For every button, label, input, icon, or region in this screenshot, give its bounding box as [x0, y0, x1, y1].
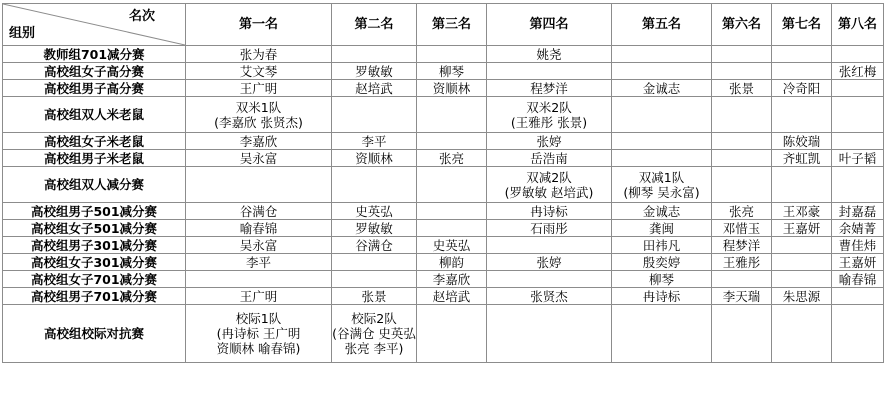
- winner-name: 王广明: [239, 288, 278, 304]
- winner-name: 李嘉欣: [432, 271, 471, 287]
- table-row: [3, 97, 884, 133]
- rank-cell: [772, 305, 832, 363]
- rank-cell: [712, 220, 772, 237]
- rank-cell: [712, 203, 772, 220]
- rank-axis-label: 名次: [128, 9, 155, 24]
- winner-name: 金诚志: [642, 80, 681, 96]
- winner-name: 曹佳炜: [838, 237, 877, 253]
- group-name-cell: 高校组女子高分赛: [3, 63, 186, 80]
- rank-cell: [332, 237, 417, 254]
- rank-cell: [332, 288, 417, 305]
- winner-name: 金诚志: [642, 203, 681, 219]
- rank-cell: [612, 305, 712, 363]
- rank-cell: [612, 237, 712, 254]
- winner-name: 齐虹凯: [782, 150, 821, 166]
- winner-name: 双减1队: [638, 169, 685, 185]
- rank-cell: [186, 203, 332, 220]
- group-name-cell: 高校组女子301减分赛: [3, 254, 186, 271]
- rank-cell: [832, 305, 884, 363]
- winner-name: 罗敏敏: [355, 220, 393, 236]
- group-name-cell: 高校组男子301减分赛: [3, 237, 186, 254]
- rank-cell: [832, 203, 884, 220]
- table-row: [3, 133, 884, 150]
- winner-name: 张红梅: [838, 63, 877, 79]
- winner-name: 史英弘: [432, 237, 471, 253]
- winner-name: 王雅彤: [722, 254, 761, 270]
- header-row: [3, 4, 884, 46]
- rank-cell: [186, 237, 332, 254]
- rank-cell: [417, 305, 487, 363]
- winner-name: (冉诗标 王广明: [216, 326, 301, 341]
- rank-cell: [487, 305, 612, 363]
- winner-name: 张婷: [536, 133, 562, 149]
- rank-cell: [487, 97, 612, 133]
- rank-cell: [772, 271, 832, 288]
- rank-cell: [332, 305, 417, 363]
- winner-name: 双米2队: [526, 99, 572, 115]
- rank-cell: [832, 237, 884, 254]
- winner-name: 艾文琴: [239, 63, 278, 79]
- rank-cell: [612, 203, 712, 220]
- rank-cell: [832, 46, 884, 63]
- winner-name: 史英弘: [355, 203, 393, 219]
- rank-cell: [332, 271, 417, 288]
- winner-name: 姚尧: [536, 46, 562, 62]
- winner-name: 校际2队: [351, 311, 397, 326]
- rank-cell: [417, 97, 487, 133]
- rank-cell: [332, 63, 417, 80]
- rank-cell: [772, 150, 832, 167]
- winner-name: 双米1队: [235, 99, 282, 115]
- rank-cell: [832, 80, 884, 97]
- winner-name: (王雅彤 张景): [510, 114, 588, 130]
- winner-name: 冉诗标: [530, 203, 568, 219]
- rank-cell: [186, 80, 332, 97]
- rank-cell: [417, 271, 487, 288]
- table-row: [3, 203, 884, 220]
- winner-name: 李嘉欣: [239, 133, 278, 149]
- table-row: [3, 237, 884, 254]
- rank-cell: [417, 133, 487, 150]
- winner-name: 柳韵: [438, 254, 464, 270]
- winner-name: 张亮: [438, 150, 464, 166]
- rank-cell: [772, 288, 832, 305]
- winner-name: 石雨彤: [530, 220, 568, 236]
- rank-cell: [712, 167, 772, 203]
- rank-cell: [612, 133, 712, 150]
- group-axis-label: 组别: [9, 26, 36, 41]
- rank-cell: [712, 237, 772, 254]
- rank-cell: [772, 167, 832, 203]
- rank-cell: [832, 220, 884, 237]
- rank-cell: [487, 133, 612, 150]
- winner-name: 赵培武: [432, 288, 471, 304]
- rank-cell: [832, 254, 884, 271]
- rank-header: 第一名: [186, 4, 332, 46]
- rank-cell: [186, 46, 332, 63]
- rank-header: 第五名: [612, 4, 712, 46]
- table-row: [3, 63, 884, 80]
- table-row: [3, 305, 884, 363]
- rank-header: 第四名: [487, 4, 612, 46]
- rank-cell: [487, 220, 612, 237]
- group-name-cell: 高校组男子米老鼠: [3, 150, 186, 167]
- rank-cell: [612, 167, 712, 203]
- winner-name: 资顺林: [355, 150, 393, 166]
- winner-name: 程梦洋: [722, 237, 761, 253]
- winner-name: 叶子韬: [838, 150, 877, 166]
- table-row: [3, 167, 884, 203]
- winner-name: 资顺林 喻春锦): [216, 341, 301, 356]
- group-name-cell: 高校组女子米老鼠: [3, 133, 186, 150]
- rank-cell: [417, 237, 487, 254]
- rank-header: 第三名: [417, 4, 487, 46]
- winner-name: 冷奇阳: [782, 80, 821, 96]
- rank-cell: [487, 288, 612, 305]
- winner-name: 李天瑞: [722, 288, 761, 304]
- rank-cell: [417, 254, 487, 271]
- winner-name: 王广明: [239, 80, 278, 96]
- winner-name: 王邓豪: [782, 203, 821, 219]
- rank-cell: [487, 271, 612, 288]
- group-name-cell: 高校组男子501减分赛: [3, 203, 186, 220]
- rank-cell: [332, 167, 417, 203]
- rank-cell: [612, 63, 712, 80]
- rank-cell: [612, 254, 712, 271]
- rank-cell: [712, 97, 772, 133]
- rank-cell: [832, 133, 884, 150]
- rank-header: 第二名: [332, 4, 417, 46]
- rank-header: 第六名: [712, 4, 772, 46]
- winner-name: 余婧菁: [838, 220, 877, 236]
- rank-cell: [712, 150, 772, 167]
- rank-cell: [186, 167, 332, 203]
- table-body: [3, 46, 884, 363]
- rank-cell: [487, 237, 612, 254]
- winner-name: 李平: [245, 254, 271, 270]
- rank-cell: [712, 254, 772, 271]
- rank-cell: [417, 46, 487, 63]
- group-name-cell: 高校组男子高分赛: [3, 80, 186, 97]
- rank-cell: [332, 97, 417, 133]
- winner-name: 冉诗标: [642, 288, 681, 304]
- rank-cell: [612, 150, 712, 167]
- winner-name: 吴永富: [239, 237, 278, 253]
- winner-name: 资顺林: [432, 80, 471, 96]
- winner-name: 王嘉妍: [782, 220, 821, 236]
- winner-name: 张贤杰: [530, 288, 568, 304]
- rank-cell: [712, 133, 772, 150]
- rank-cell: [712, 305, 772, 363]
- rank-cell: [487, 80, 612, 97]
- rank-cell: [417, 203, 487, 220]
- rank-cell: [612, 271, 712, 288]
- rank-cell: [772, 63, 832, 80]
- winner-name: 罗敏敏: [355, 63, 393, 79]
- winner-name: 张景: [361, 288, 387, 304]
- rank-cell: [332, 133, 417, 150]
- table-row: [3, 254, 884, 271]
- rank-cell: [832, 167, 884, 203]
- rank-cell: [332, 220, 417, 237]
- rank-cell: [186, 133, 332, 150]
- rank-cell: [832, 150, 884, 167]
- rank-cell: [612, 97, 712, 133]
- group-name-cell: 高校组男子701减分赛: [3, 288, 186, 305]
- rank-cell: [186, 97, 332, 133]
- winner-name: 封嘉磊: [838, 203, 877, 219]
- winner-name: 校际1队: [235, 311, 282, 326]
- rank-cell: [186, 271, 332, 288]
- rank-cell: [487, 203, 612, 220]
- rank-cell: [487, 63, 612, 80]
- winner-name: 程梦洋: [530, 80, 568, 96]
- rank-cell: [487, 150, 612, 167]
- rank-cell: [712, 271, 772, 288]
- rank-cell: [332, 203, 417, 220]
- table-row: [3, 80, 884, 97]
- rank-cell: [332, 150, 417, 167]
- group-name-cell: 教师组701减分赛: [3, 46, 186, 63]
- group-name-cell: 高校组双人减分赛: [3, 167, 186, 203]
- rank-cell: [772, 220, 832, 237]
- table-row: [3, 220, 884, 237]
- winner-name: 张景: [728, 80, 754, 96]
- winner-name: 张亮: [728, 203, 754, 219]
- rank-header: 第七名: [772, 4, 832, 46]
- rank-cell: [417, 63, 487, 80]
- table-row: [3, 150, 884, 167]
- rank-cell: [417, 288, 487, 305]
- rank-cell: [772, 133, 832, 150]
- rank-cell: [612, 288, 712, 305]
- winner-name: 岳浩南: [530, 150, 568, 166]
- winner-name: 谷满仓: [355, 237, 393, 253]
- results-table: [2, 3, 884, 363]
- group-name-cell: 高校组双人米老鼠: [3, 97, 186, 133]
- winner-name: 柳琴: [438, 63, 464, 79]
- rank-cell: [612, 46, 712, 63]
- winner-name: (柳琴 吴永富): [623, 184, 700, 200]
- rank-cell: [487, 167, 612, 203]
- rank-cell: [612, 220, 712, 237]
- winner-name: 殷奕婷: [642, 254, 681, 270]
- rank-header: 第八名: [832, 4, 884, 46]
- rank-cell: [417, 220, 487, 237]
- rank-cell: [772, 254, 832, 271]
- rank-cell: [487, 46, 612, 63]
- table-row: [3, 46, 884, 63]
- winner-name: 邓惜玉: [722, 220, 761, 236]
- rank-cell: [487, 254, 612, 271]
- winner-name: 喻春锦: [838, 271, 877, 287]
- rank-cell: [417, 167, 487, 203]
- rank-cell: [332, 254, 417, 271]
- winner-name: 柳琴: [648, 271, 674, 287]
- rank-cell: [832, 288, 884, 305]
- rank-cell: [712, 80, 772, 97]
- group-name-cell: 高校组校际对抗赛: [3, 305, 186, 363]
- rank-cell: [186, 254, 332, 271]
- rank-cell: [772, 80, 832, 97]
- group-name-cell: 高校组女子701减分赛: [3, 271, 186, 288]
- winner-name: 陈姣瑞: [782, 133, 821, 149]
- winner-name: 田祎凡: [642, 237, 681, 253]
- rank-cell: [832, 271, 884, 288]
- winner-name: 李平: [361, 133, 387, 149]
- rank-cell: [772, 203, 832, 220]
- winner-name: (谷满仓 史英弘: [332, 326, 416, 341]
- rank-cell: [186, 150, 332, 167]
- winner-name: 张亮 李平): [344, 341, 404, 356]
- winner-name: 张为春: [239, 46, 278, 62]
- table-row: [3, 288, 884, 305]
- rank-cell: [772, 237, 832, 254]
- rank-cell: [832, 97, 884, 133]
- winner-name: 张婷: [536, 254, 562, 270]
- rank-cell: [186, 63, 332, 80]
- winner-name: 王嘉妍: [838, 254, 877, 270]
- winner-name: (李嘉欣 张贤杰): [214, 114, 303, 130]
- rank-cell: [186, 305, 332, 363]
- rank-cell: [332, 46, 417, 63]
- rank-cell: [712, 46, 772, 63]
- rank-cell: [417, 80, 487, 97]
- rank-cell: [186, 220, 332, 237]
- winner-name: (罗敏敏 赵培武): [504, 184, 594, 200]
- rank-cell: [417, 150, 487, 167]
- winner-name: 双减2队: [526, 169, 572, 185]
- corner-header-cell: [3, 4, 186, 46]
- group-name-cell: 高校组女子501减分赛: [3, 220, 186, 237]
- winner-name: 朱思源: [782, 288, 821, 304]
- rank-cell: [186, 288, 332, 305]
- winner-name: 喻春锦: [239, 220, 278, 236]
- rank-cell: [712, 288, 772, 305]
- winner-name: 赵培武: [355, 80, 393, 96]
- rank-cell: [332, 80, 417, 97]
- winner-name: 吴永富: [239, 150, 278, 166]
- rank-cell: [772, 97, 832, 133]
- table-row: [3, 271, 884, 288]
- winner-name: 龚闽: [648, 220, 674, 236]
- rank-cell: [612, 80, 712, 97]
- winner-name: 谷满仓: [239, 203, 278, 219]
- rank-cell: [712, 63, 772, 80]
- rank-cell: [772, 46, 832, 63]
- rank-cell: [832, 63, 884, 80]
